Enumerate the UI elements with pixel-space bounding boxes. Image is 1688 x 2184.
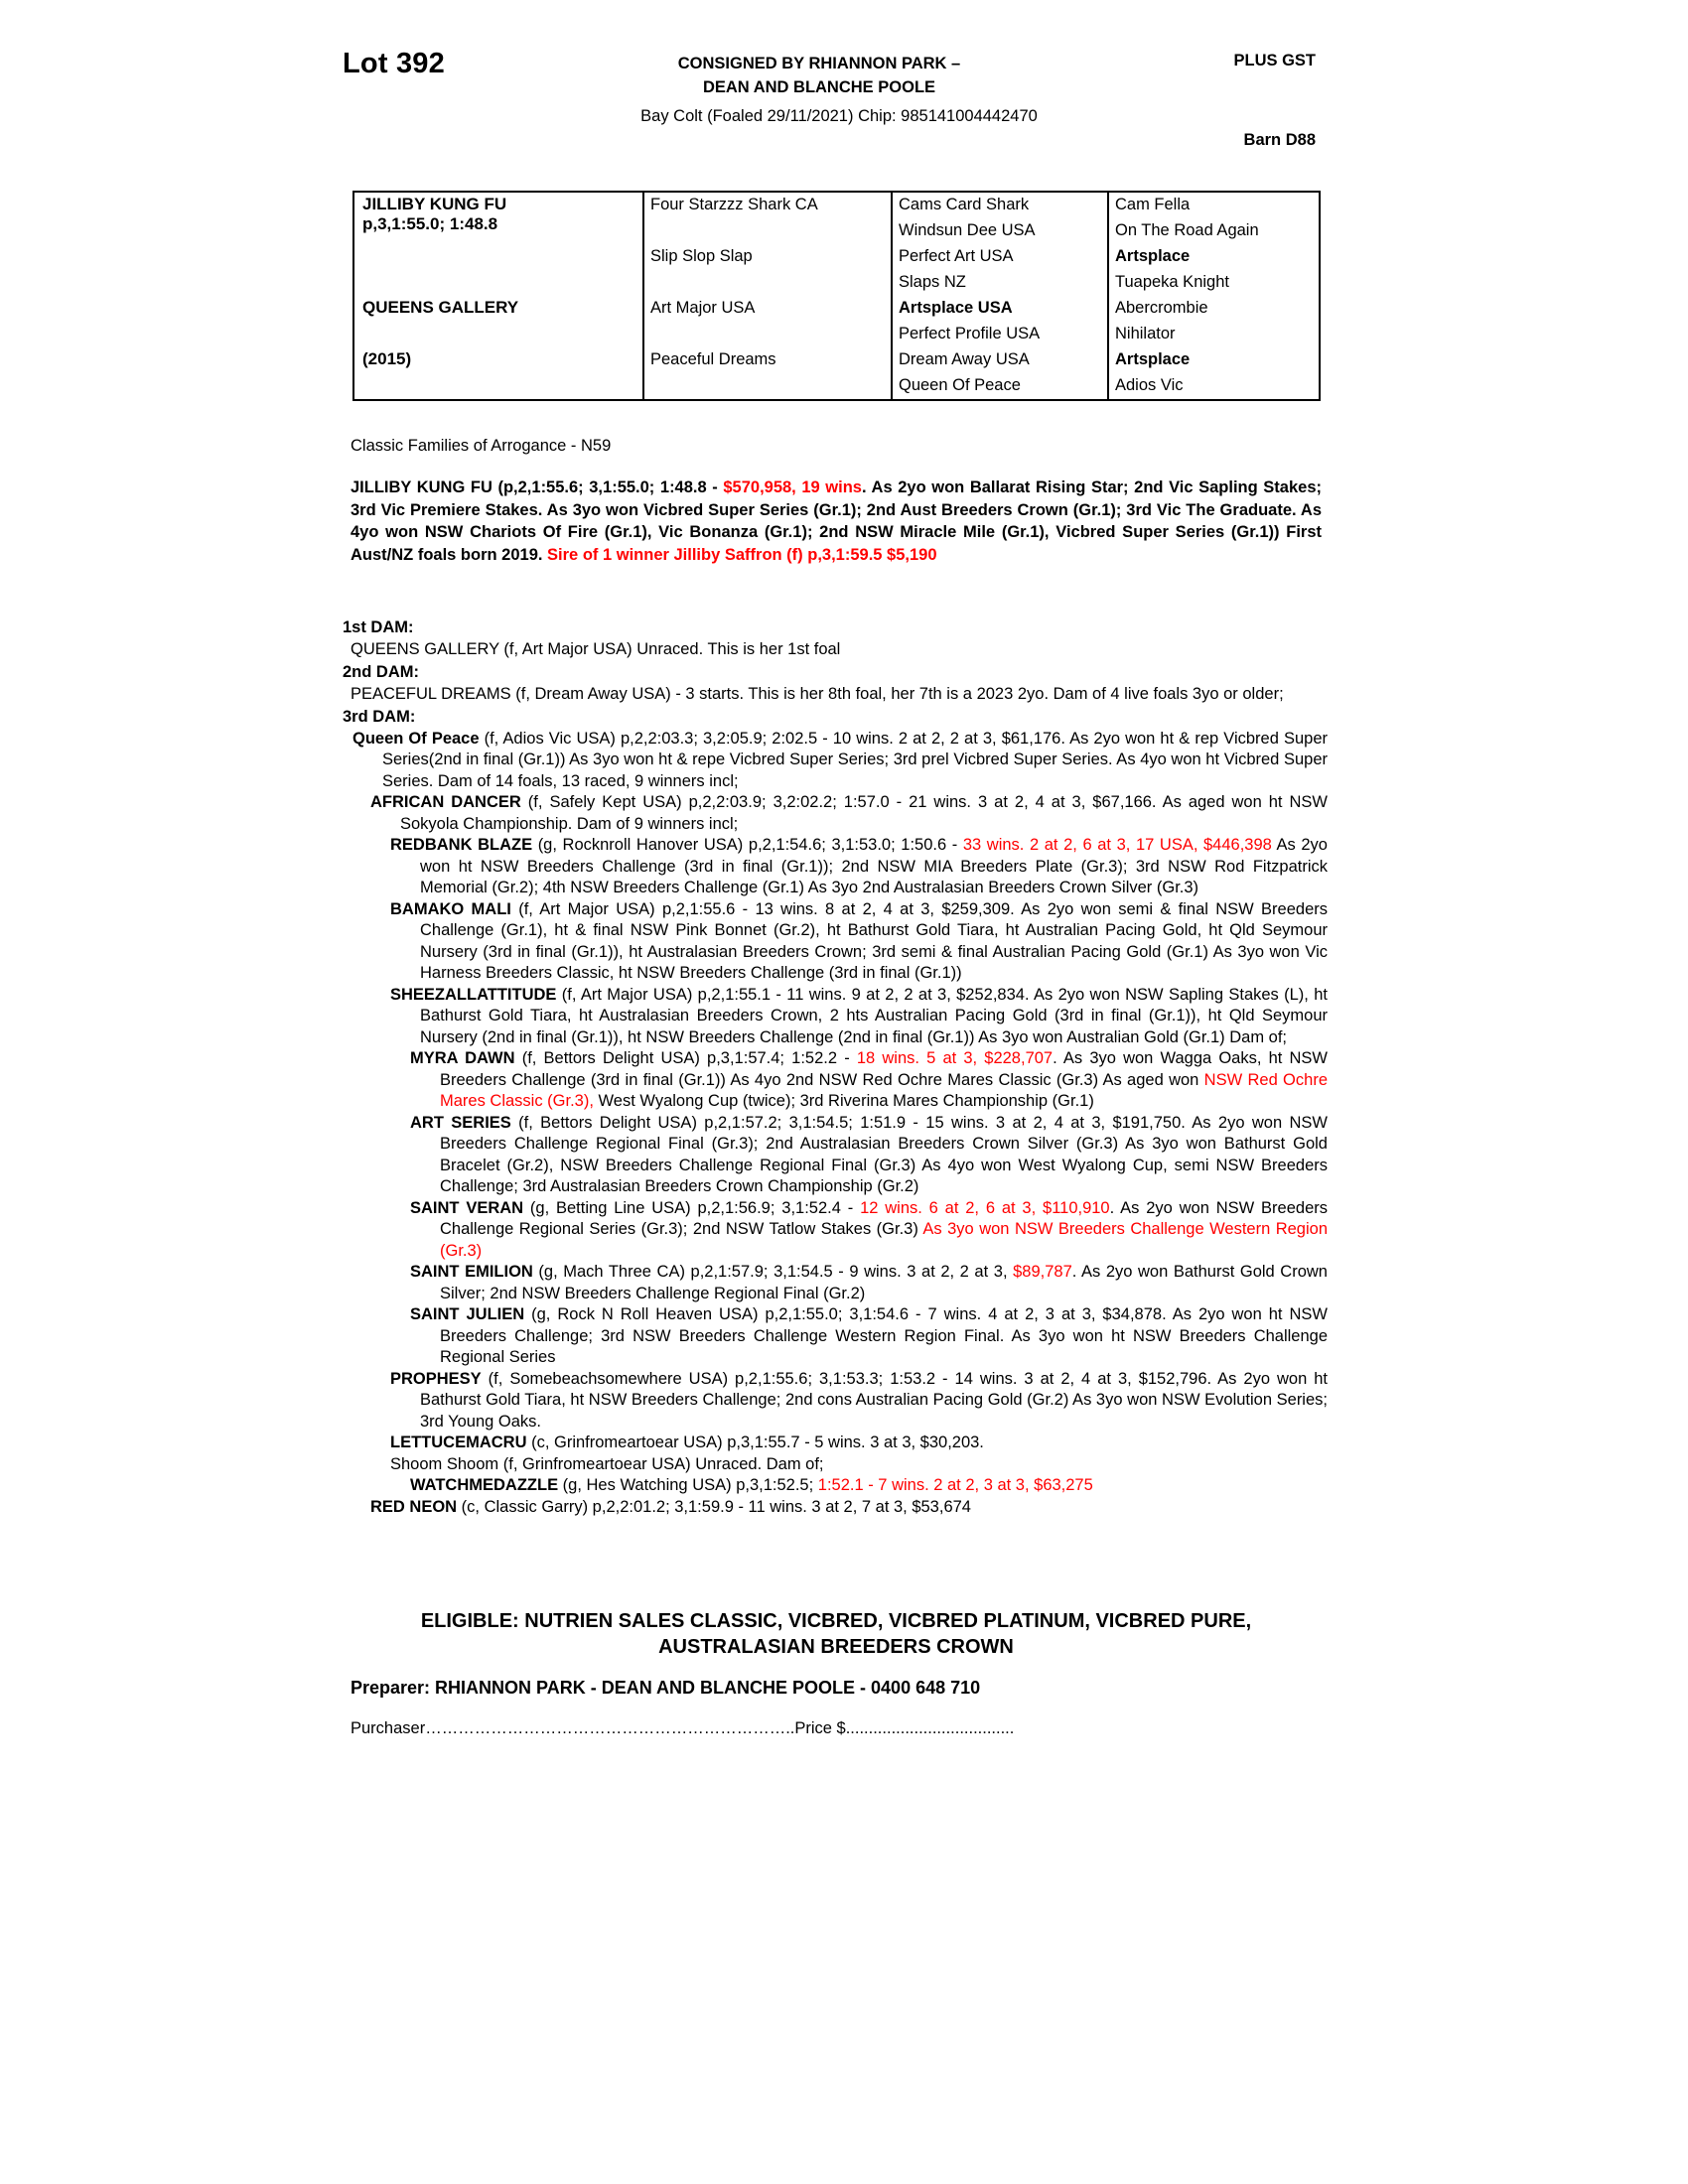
progeny-name: SAINT JULIEN	[410, 1305, 525, 1323]
pedigree-cell-c1: Peaceful Dreams	[650, 350, 776, 368]
progeny-name: SHEEZALLATTITUDE	[390, 985, 557, 1004]
progeny-highlight: 33 wins. 2 at 2, 6 at 3, 17 USA, $446,398	[962, 836, 1272, 854]
pedigree-cell-c3: Artsplace	[1115, 247, 1191, 265]
pedigree-row	[354, 347, 1321, 373]
lot-number: Lot 392	[343, 48, 445, 79]
pedigree-cell-c2: Perfect Art USA	[899, 247, 1014, 265]
progeny-name: SAINT VERAN	[410, 1198, 524, 1217]
progeny-text-2: . As 2yo won Bathurst Gold Crown Silver; 2nd NSW Breeders Challenge Regional Final (Gr.2)	[440, 1263, 1328, 1302]
progeny-entry	[370, 1497, 1328, 1519]
progeny-highlight: 12 wins. 6 at 2, 6 at 3, $110,910	[860, 1198, 1110, 1217]
progeny-text: (c, Grinfromeartoear USA) p,3,1:55.7 - 5 wins. 3 at 3, $30,203.	[526, 1433, 984, 1451]
preparer-text: Preparer: RHIANNON PARK - DEAN AND BLANCHE POOLE - 0400 648 710	[351, 1678, 981, 1698]
consignor-line-1: CONSIGNED BY RHIANNON PARK –	[677, 55, 961, 72]
consignor-line-2: DEAN AND BLANCHE POOLE	[702, 78, 936, 96]
dam-year: (2015)	[362, 349, 412, 368]
progeny-entry	[410, 1475, 1328, 1497]
pedigree-cell-c2: Slaps NZ	[899, 273, 966, 291]
progeny-entry	[370, 792, 1328, 835]
pedigree-cell-c1: Four Starzzz Shark CA	[650, 196, 818, 213]
blurb-mid: . As 2yo won Ballarat Rising Star; 2nd Vic Sapling Stakes; 3rd Vic Premiere Stakes. As 3yo won Vicbred Super Series (Gr.1); 2nd Aust Breeders Crown (Gr.1); 3rd Vic The Graduate. As 4yo won NSW Chariots Of Fire (Gr.1), Vic Bonanza (Gr.1); 2nd NSW Miracle Mile (Gr.1), Vicbred Super Series (Gr.1)) First Aust/NZ foals born 2019.	[351, 478, 1323, 564]
progeny-text: (f, Bettors Delight USA) p,3,1:57.4; 1:52.2 -	[514, 1049, 857, 1067]
plus-gst-label: PLUS GST	[1233, 52, 1316, 69]
progeny-text: (g, Hes Watching USA) p,3,1:52.5;	[558, 1476, 818, 1494]
pedigree-cell-c2: Dream Away USA	[899, 350, 1030, 368]
pedigree-cell-c2: Cams Card Shark	[899, 196, 1030, 213]
progeny-highlight: 18 wins. 5 at 3, $228,707	[856, 1049, 1054, 1067]
classic-families-line: Classic Families of Arrogance - N59	[351, 437, 612, 455]
progeny-text: (f, Safely Kept USA) p,2,2:03.9; 3,2:02.2; 1:57.0 - 21 wins. 3 at 2, 4 at 3, $67,166. As aged won ht NSW Sokyola Championship. Dam of 9 winners incl;	[400, 793, 1328, 833]
pedigree-row	[354, 193, 1321, 218]
pedigree-cell-c2: Perfect Profile USA	[899, 325, 1041, 342]
eligible-text: ELIGIBLE: NUTRIEN SALES CLASSIC, VICBRED, VICBRED PLATINUM, VICBRED PURE, AUSTRALASIAN BREEDERS CROWN	[420, 1610, 1252, 1658]
pedigree-cell-c3: Cam Fella	[1115, 196, 1191, 213]
progeny-text: (f, Bettors Delight USA) p,2,1:57.2; 3,1:54.5; 1:51.9 - 15 wins. 3 at 2, 4 at 3, $191,750. As 2yo won NSW Breeders Challenge Regional Final (Gr.3); 2nd Australasian Breeders Crown Silver (Gr.3) As 3yo won Bathurst Gold Bracelet (Gr.2), NSW Breeders Challenge Regional Final (Gr.3) As 4yo won West Wyalong Cup, semi NSW Breeders Challenge; 3rd Australasian Breeders Crown Championship (Gr.2)	[440, 1113, 1328, 1195]
progeny-entry	[352, 729, 1328, 793]
progeny-entry	[410, 1113, 1328, 1198]
progeny-name: AFRICAN DANCER	[370, 793, 521, 811]
progeny-entry	[390, 835, 1328, 899]
blurb-pre: JILLIBY KUNG FU (p,2,1:55.6; 3,1:55.0; 1:48.8 -	[351, 478, 724, 496]
progeny-name: REDBANK BLAZE	[390, 836, 533, 854]
consignor-block	[571, 52, 1067, 99]
blurb-sire-of: Sire of 1 winner Jilliby Saffron (f) p,3,1:59.5 $5,190	[547, 545, 937, 564]
pedigree-cell-c1: Slip Slop Slap	[650, 247, 753, 265]
progeny-text: (g, Mach Three CA) p,2,1:57.9; 3,1:54.5 - 9 wins. 3 at 2, 2 at 3,	[532, 1263, 1014, 1281]
second-dam-text: PEACEFUL DREAMS (f, Dream Away USA) - 3 starts. This is her 8th foal, her 7th is a 2023 2yo. Dam of 4 live foals 3yo or older;	[351, 684, 1284, 703]
pedigree-divider	[642, 193, 644, 399]
progeny-name: MYRA DAWN	[410, 1049, 515, 1067]
progeny-text-2: . As 2yo won NSW Breeders Challenge Regional Series (Gr.3); 2nd NSW Tatlow Stakes (Gr.3)	[440, 1198, 1329, 1238]
progeny-name: Shoom Shoom	[390, 1454, 499, 1473]
pedigree-row	[354, 296, 1321, 322]
progeny-text: (f, Adios Vic USA) p,2,2:03.3; 3,2:05.9; 2:02.5 - 10 wins. 2 at 2, 2 at 3, $61,176. As 2yo won ht & rep Vicbred Super Series(2nd in final (Gr.1)) As 3yo won ht & repe Vicbred Super Series; 3rd prel Vicbred Super Series. As 4yo won ht Vicbred Super Series. Dam of 14 foals, 13 raced, 9 winners incl;	[382, 729, 1328, 790]
pedigree-dam-cell	[354, 296, 642, 347]
pedigree-divider	[1107, 193, 1109, 399]
progeny-name: PROPHESY	[390, 1369, 482, 1388]
pedigree-cell-c2: Windsun Dee USA	[899, 221, 1036, 239]
pedigree-divider	[891, 193, 893, 399]
progeny-text: (g, Rock N Roll Heaven USA) p,2,1:55.0; 3,1:54.6 - 7 wins. 4 at 2, 3 at 3, $34,878. As 2yo won ht NSW Breeders Challenge; 3rd NSW Breeders Challenge Western Region Final. As 3yo won ht NSW Breeders Challenge Regional Series	[440, 1305, 1328, 1366]
progeny-text: (g, Betting Line USA) p,2,1:56.9; 3,1:52.4 -	[523, 1198, 861, 1217]
sire-record: p,3,1:55.0; 1:48.8	[362, 214, 498, 233]
first-dam-text: QUEENS GALLERY (f, Art Major USA) Unraced. This is her 1st foal	[351, 639, 841, 658]
dam-name: QUEENS GALLERY	[362, 298, 519, 317]
second-dam-header: 2nd DAM:	[343, 663, 419, 681]
pedigree-cell-c3: Tuapeka Knight	[1115, 273, 1229, 291]
progeny-highlight: 1:52.1 - 7 wins. 2 at 2, 3 at 3, $63,275	[817, 1476, 1093, 1494]
pedigree-cell-c3: Nihilator	[1115, 325, 1176, 342]
progeny-text-2: As 2yo won ht NSW Breeders Challenge (3rd in final (Gr.1)); 2nd NSW MIA Breeders Plate (Gr.3); 3rd NSW Rod Fitzpatrick Memorial (Gr.2); 4th NSW Breeders Challenge (Gr.1) As 3yo 2nd Australasian Breeders Crown Silver (Gr.3)	[420, 836, 1328, 896]
pedigree-cell-c1: Art Major USA	[650, 299, 756, 317]
pedigree-table	[352, 191, 1321, 401]
catalogue-sheet	[343, 40, 1336, 1737]
progeny-highlight-2: NSW Red Ochre Mares Classic (Gr.3),	[440, 1070, 1328, 1110]
progeny-entry	[390, 1433, 1328, 1454]
progeny-name: BAMAKO MALI	[390, 899, 511, 918]
pedigree-row	[354, 244, 1321, 270]
pedigree-cell-c2: Queen Of Peace	[899, 376, 1021, 394]
barn-label: Barn D88	[1243, 131, 1316, 149]
progeny-text: (f, Art Major USA) p,2,1:55.1 - 11 wins. 9 at 2, 2 at 3, $252,834. As 2yo won NSW Sapling Stakes (L), ht Bathurst Gold Tiara, ht Australasian Breeders Crown, 2 hts Australian Pacing Gold (3rd in final (Gr.1)), ht Qld Seymour Nursery (2nd in final (Gr.1)), ht NSW Breeders Challenge (2nd in final (Gr.1)) As 3yo won Australian Gold (Gr.1) Dam of;	[420, 985, 1328, 1046]
progeny-entry	[390, 1454, 1328, 1476]
progeny-entry	[410, 1198, 1328, 1263]
pedigree-cell-c2: Artsplace USA	[899, 299, 1013, 317]
progeny-text: (f, Grinfromeartoear USA) Unraced. Dam of;	[498, 1454, 824, 1473]
pedigree-cell-c3: Adios Vic	[1115, 376, 1184, 394]
sire-name: JILLIBY KUNG FU	[362, 195, 507, 213]
third-dam-header: 3rd DAM:	[343, 708, 416, 726]
dam-section	[343, 615, 1328, 1518]
progeny-text: (c, Classic Garry) p,2,2:01.2; 3,1:59.9 - 11 wins. 3 at 2, 7 at 3, $53,674	[457, 1497, 971, 1516]
pedigree-sire-cell	[354, 193, 642, 244]
sire-performance-blurb	[351, 477, 1322, 566]
progeny-name: ART SERIES	[410, 1113, 511, 1132]
progeny-text-2: . As 3yo won Wagga Oaks, ht NSW Breeders Challenge (3rd in final (Gr.1)) As 4yo 2nd NSW Red Ochre Mares Classic (Gr.3) As aged won	[440, 1049, 1328, 1089]
purchaser-line: Purchaser…………………………………………………………..Price $.....................................	[351, 1719, 1015, 1737]
progeny-entry	[410, 1048, 1328, 1113]
progeny-name: RED NEON	[370, 1497, 458, 1516]
progeny-name: LETTUCEMACRU	[390, 1433, 527, 1451]
progeny-entry	[410, 1304, 1328, 1369]
progeny-text: (f, Art Major USA) p,2,1:55.6 - 13 wins. 8 at 2, 4 at 3, $259,309. As 2yo won semi & final NSW Breeders Challenge (Gr.1), ht & final NSW Pink Bonnet (Gr.2), ht Bathurst Gold Tiara, ht Australian Pacing Gold, ht Qld Seymour Nursery (3rd in final (Gr.1)), ht Australasian Breeders Crown; 3rd semi & final Australian Pacing Gold (Gr.1) As 3yo won Vic Harness Breeders Classic, ht NSW Breeders Challenge (3rd in final (Gr.1))	[420, 899, 1328, 982]
pedigree-cell-c3: On The Road Again	[1115, 221, 1259, 239]
pedigree-cell-c3: Artsplace	[1115, 350, 1191, 368]
progeny-text: (f, Somebeachsomewhere USA) p,2,1:55.6; 3,1:53.3; 1:53.2 - 14 wins. 3 at 2, 4 at 3, $152,796. As 2yo won ht Bathurst Gold Tiara, ht NSW Breeders Challenge; 2nd cons Australian Pacing Gold (Gr.2) As 3yo won NSW Evolution Series; 3rd Young Oaks.	[420, 1369, 1328, 1431]
progeny-text: (g, Rocknroll Hanover USA) p,2,1:54.6; 3,1:53.0; 1:50.6 -	[532, 836, 963, 854]
page-header	[343, 40, 1336, 159]
pedigree-dam-year-cell	[354, 347, 642, 399]
progeny-highlight: $89,787	[1013, 1263, 1072, 1281]
blurb-earnings: $570,958, 19 wins	[723, 478, 862, 496]
progeny-entry	[390, 985, 1328, 1049]
pedigree-spacer	[354, 244, 642, 296]
pedigree-grid	[354, 193, 1321, 399]
progeny-entry	[410, 1262, 1328, 1304]
progeny-name: WATCHMEDAZZLE	[410, 1476, 559, 1494]
progeny-name: Queen Of Peace	[352, 729, 480, 748]
pedigree-cell-c3: Abercrombie	[1115, 299, 1208, 317]
progeny-entry	[390, 899, 1328, 985]
progeny-text-3: West Wyalong Cup (twice); 3rd Riverina Mares Championship (Gr.1)	[593, 1092, 1094, 1110]
horse-description: Bay Colt (Foaled 29/11/2021) Chip: 985141004442470	[640, 107, 1038, 125]
first-dam-header: 1st DAM:	[343, 618, 414, 636]
progeny-entry	[390, 1369, 1328, 1433]
progeny-name: SAINT EMILION	[410, 1263, 533, 1281]
progeny-highlight-2: As 3yo won NSW Breeders Challenge Western Region (Gr.3)	[440, 1220, 1329, 1260]
